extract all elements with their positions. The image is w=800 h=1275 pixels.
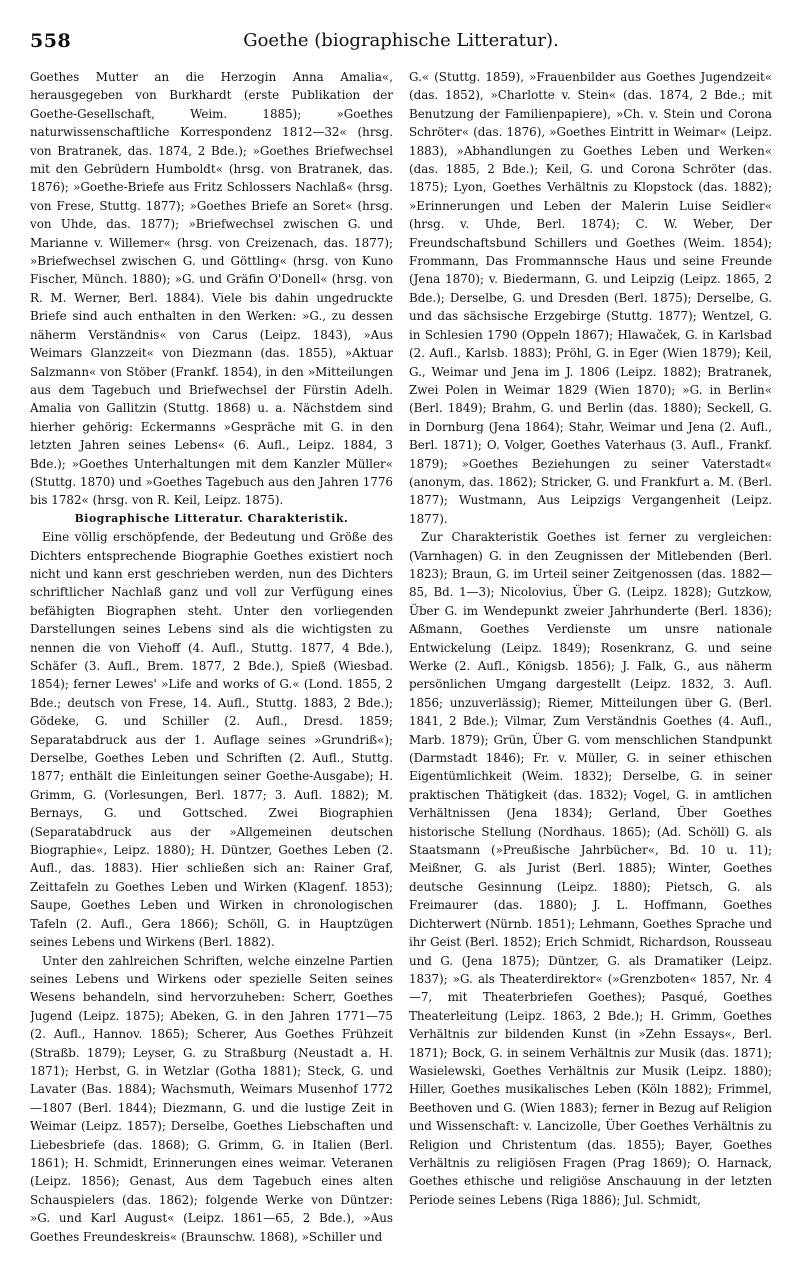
right-column — [409, 68, 772, 1260]
paragraph: Zur Charakteristik Goethes ist ferner zu vergleichen: (Varnhagen) G. in den Zeugnissen der Mitlebenden (Berl. 1823); Braun, G. im Urteil seiner Zeitgenossen (das. 1882—85, Bd. 1—3); Nicolovius, Über G. (Leipz. 1828); Gutzkow, Über G. im Wendepunkt zweier Jahrhunderte (Berl. 1836); Aßmann, Goethes Verdienste um unsre nationale Entwickelung (Leipz. 1849); Rosenkranz, G. und seine Werke (2. Aufl., Königsb. 1856); J. Falk, G., aus näherm persönlichen Umgang dargestellt (Leipz. 1832, 3. Aufl. 1856; unzuverlässig); Riemer, Mitteilungen über G. (Berl. 1841, 2 Bde.); Vilmar, Zum Verständnis Goethes (4. Aufl., Marb. 1879); Grün, Über G. vom menschlichen Standpunkt (Darmstadt 1846); Fr. v. Müller, G. in seiner ethischen Eigentümlichkeit (Weim. 1832); Derselbe, G. in seiner praktischen Thätigkeit (das. 1832); Vogel, G. in amtlichen Verhältnissen (Jena 1834); Gerland, Über Goethes historische Stellung (Nordhaus. 1865); (Ad. Schöll) G. als Staatsmann (»Preußische Jahrbücher«, Bd. 10 u. 11); Meißner, G. als Jurist (Berl. 1885); Winter, Goethes deutsche Gesinnung (Leipz. 1880); Pietsch, G. als Freimaurer (das. 1880); J. L. Hoffmann, Goethes Dichterwert (Nürnb. 1851); Lehmann, Goethes Sprache und ihr Geist (Berl. 1852); Erich Schmidt, Richardson, Rousseau und G. (Jena 1875); Düntzer, G. als Dramatiker (Leipz. 1837); »G. als Theaterdirektor« (»Grenzboten« 1857, Nr. 4—7, mit Theaterbriefen Goethes); Pasqué, Goethes Theaterleitung (Leipz. 1863, 2 Bde.); H. Grimm, Goethes Verhältnis zur bildenden Kunst (in »Zehn Essays«, Berl. 1871); Bock, G. in seinem Verhältnis zur Musik (das. 1871); Wasielewski, Goethes Verhältnis zur Musik (Leipz. 1880); Hiller, Goethes musikalisches Leben (Köln 1882); Frimmel, Beethoven und G. (Wien 1883); ferner in Bezug auf Religion und Wissenschaft: v. Lancizolle, Über Goethes Verhältnis zu Religion und Christentum (das. 1855); Bayer, Goethes Verhältnis zu religiösen Fragen (Prag 1869); O. Harnack, Goethes ethische und religiöse Anschauung in der letzten Periode seines Lebens (Riga 1886); Jul. Schmidt, — [409, 530, 772, 1207]
dictionary-page — [30, 30, 772, 1260]
two-column-body — [30, 68, 772, 1260]
paragraph: Eine völlig erschöpfende, der Bedeutung und Größe des Dichters entsprechende Biographie Goethes existiert noch nicht und kann erst geschrieben werden, nun des Dichters schriftlicher Nachlaß ganz und voll zur Verfügung eines befähigten Biographen steht. Unter den vorliegenden Darstellungen seines Lebens sind als die wichtigsten zu nennen die von Viehoff (4. Aufl., Stuttg. 1877, 4 Bde.), Schäfer (3. Aufl., Brem. 1877, 2 Bde.), Spieß (Wiesbad. 1854); ferner Lewes' »Life and works of G.« (Lond. 1855, 2 Bde.; deutsch von Frese, 14. Aufl., Stuttg. 1883, 2 Bde.); Gödeke, G. und Schiller (2. Aufl., Dresd. 1859; Separatabdruck aus der 1. Auflage seines »Grundriß«); Derselbe, Goethes Leben und Schriften (2. Aufl., Stuttg. 1877; enthält die Einleitungen seiner Goethe-Ausgabe); H. Grimm, G. (Vorlesungen, Berl. 1877; 3. Aufl. 1882); M. Bernays, G. und Gottsched. Zwei Biographien (Separatabdruck aus der »Allgemeinen deutschen Biographie«, Leipz. 1880); H. Düntzer, Goethes Leben (2. Aufl., das. 1883). Hier schließen sich an: Rainer Graf, Zeittafeln zu Goethes Leben und Wirken (Klagenf. 1853); Saupe, Goethes Leben und Wirken in chronologischen Tafeln (2. Aufl., Gera 1866); Schöll, G. in Hauptzügen seines Lebens und Wirkens (Berl. 1882). — [30, 530, 393, 950]
left-column — [30, 68, 393, 1260]
running-title: Goethe (biographische Litteratur). — [243, 30, 559, 51]
paragraph: Goethes Mutter an die Herzogin Anna Amalia«, herausgegeben von Burkhardt (erste Publikation der Goethe-Gesellschaft, Weim. 1885); »Goethes naturwissenschaftliche Korrespondenz 1812—32« (hrsg. von Bratranek, das. 1874, 2 Bde.); »Goethes Briefwechsel mit den Gebrüdern Humboldt« (hrsg. von Bratranek, das. 1876); »Goethe-Briefe aus Fritz Schlossers Nachlaß« (hrsg. von Frese, Stuttg. 1877); »Goethes Briefe an Soret« (hrsg. von Uhde, das. 1877); »Briefwechsel zwischen G. und Marianne v. Willemer« (hrsg. von Creizenach, das. 1877); »Briefwechsel zwischen G. und Göttling« (hrsg. von Kuno Fischer, Münch. 1880); »G. und Gräfin O'Donell« (hrsg. von R. M. Werner, Berl. 1884). Viele bis dahin ungedruckte Briefe sind auch enthalten in den Werken: »G., zu dessen näherm Verständnis« von Carus (Leipz. 1843), »Aus Weimars Glanzzeit« von Diezmann (das. 1855), »Aktuar Salzmann« von Stöber (Frankf. 1854), in den »Mitteilungen aus dem Tagebuch und Briefwechsel der Fürstin Adelh. Amalia von Gallitzin (Stuttg. 1868) u. a. Nächstdem sind hierher gehörig: Eckermanns »Gespräche mit G. in den letzten Jahren seines Lebens« (6. Aufl., Leipz. 1884, 3 Bde.); »Goethes Unterhaltungen mit dem Kanzler Müller« (Stuttg. 1870) und »Goethes Tagebuch aus den Jahren 1776 bis 1782« (hrsg. von R. Keil, Leipz. 1875). — [30, 70, 393, 508]
paragraph: Unter den zahlreichen Schriften, welche einzelne Partien seines Lebens und Wirkens oder spezielle Seiten seines Wesens behandeln, sind hervorzuheben: Scherr, Goethes Jugend (Leipz. 1875); Abeken, G. in den Jahren 1771—75 (2. Aufl., Hannov. 1865); Scherer, Aus Goethes Frühzeit (Straßb. 1879); Leyser, G. zu Straßburg (Neustadt a. H. 1871); Herbst, G. in Wetzlar (Gotha 1881); Steck, G. und Lavater (Bas. 1884); Wachsmuth, Weimars Musenhof 1772—1807 (Berl. 1844); Diezmann, G. und die lustige Zeit in Weimar (Leipz. 1857); Derselbe, Goethes Liebschaften und Liebesbriefe (das. 1868); G. Grimm, G. in Italien (Berl. 1861); H. Schmidt, Erinnerungen eines weimar. Veteranen (Leipz. 1856); Genast, Aus dem Tagebuch eines alten Schauspielers (das. 1862); folgende Werke von Düntzer: »G. und Karl August« (Leipz. 1861—65, 2 Bde.), »Aus Goethes Freundeskreis« (Braunschw. 1868), »Schiller und — [30, 953, 393, 1244]
page-number: 558 — [30, 30, 72, 52]
paragraph: G.« (Stuttg. 1859), »Frauenbilder aus Goethes Jugendzeit« (das. 1852), »Charlotte v. Stein« (das. 1874, 2 Bde.; mit Benutzung der Familienpapiere), »Ch. v. Stein und Corona Schröter« (das. 1876), »Goethes Eintritt in Weimar« (Leipz. 1883), »Abhandlungen zu Goethes Leben und Werken« (das. 1885, 2 Bde.); Keil, G. und Corona Schröter (das. 1875); Lyon, Goethes Verhältnis zu Klopstock (das. 1882); »Erinnerungen und Leben der Malerin Luise Seidler« (hrsg. v. Uhde, Berl. 1874); C. W. Weber, Der Freundschaftsbund Schillers und Goethes (Weim. 1854); Frommann, Das Frommannsche Haus und seine Freunde (Jena 1870); v. Biedermann, G. und Leipzig (Leipz. 1865, 2 Bde.); Derselbe, G. und Dresden (Berl. 1875); Derselbe, G. und das sächsische Erzgebirge (Stuttg. 1877); Wentzel, G. in Schlesien 1790 (Oppeln 1867); Hlawaček, G. in Karlsbad (2. Aufl., Karlsb. 1883); Pröhl, G. in Eger (Wien 1879); Keil, G., Weimar und Jena im J. 1806 (Leipz. 1882); Bratranek, Zwei Polen in Weimar 1829 (Wien 1870); »G. in Berlin« (Berl. 1849); Brahm, G. und Berlin (das. 1880); Seckell, G. in Dornburg (Jena 1864); Stahr, Weimar und Jena (2. Aufl., Berl. 1871); O. Volger, Goethes Vaterhaus (3. Aufl., Frankf. 1879); »Goethes Beziehungen zu seiner Vaterstadt« (anonym, das. 1862); Stricker, G. und Frankfurt a. M. (Berl. 1877); Wustmann, Aus Leipzigs Vergangenheit (Leipz. 1877). — [409, 70, 772, 526]
section-heading: Biographische Litteratur. Charakteristik. — [74, 511, 349, 525]
page-header — [30, 30, 772, 64]
